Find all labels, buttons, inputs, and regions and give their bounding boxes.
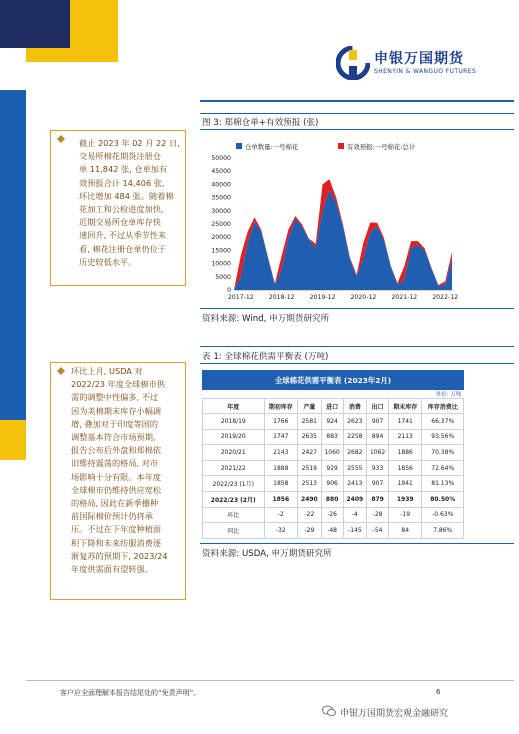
table-cell: 1747 xyxy=(264,429,297,445)
summary-line: 报告公布后外盘和郑棉依 xyxy=(71,445,162,456)
table-cell: 2635 xyxy=(298,429,322,445)
y-tick-label: 0 xyxy=(227,287,231,294)
summary-line: 前国际棉价预计仍将承 xyxy=(71,511,153,522)
summary-box-usda xyxy=(50,362,186,600)
table-cell: 933 xyxy=(367,460,389,476)
table-column-header: 期末库存 xyxy=(388,399,421,414)
table-cell: 2581 xyxy=(298,414,322,430)
summary-line: 环比上月, USDA 对 xyxy=(71,366,143,376)
table-cell: 2022/23 (1月) xyxy=(203,476,265,492)
table-cell: 2143 xyxy=(264,445,297,461)
table-cell: 2020/21 xyxy=(203,445,265,461)
legend-swatch xyxy=(236,143,242,149)
table-cell: 环比 xyxy=(203,507,265,523)
table-cell: 81.13% xyxy=(422,476,464,492)
table-cell: 2018/19 xyxy=(203,414,265,430)
table-cell: 93.56% xyxy=(422,429,464,445)
table-cell: 1766 xyxy=(264,414,297,430)
page-number: 6 xyxy=(436,688,441,696)
summary-line: 花加工和公检进度加快, xyxy=(79,204,164,215)
table-cell: 1939 xyxy=(388,491,421,507)
y-tick-label: 40000 xyxy=(211,181,231,189)
table-cell: -29 xyxy=(298,523,322,539)
table-cell: 2427 xyxy=(298,445,322,461)
table-cell: -26 xyxy=(321,507,343,523)
summary-line: 速回升, 不过从季节性来 xyxy=(79,230,167,241)
summary-line: 需的调整中性偏多, 不过 xyxy=(71,392,159,403)
series-area-receipts xyxy=(234,190,452,290)
summary-text xyxy=(71,365,183,576)
diamond-bullet-icon xyxy=(57,135,65,143)
y-tick-label: 50000 xyxy=(211,155,231,162)
y-tick-label: 20000 xyxy=(211,234,231,242)
table-cell: 1741 xyxy=(388,414,421,430)
x-tick-label: 2021-12 xyxy=(391,294,418,301)
y-tick-label: 45000 xyxy=(211,168,231,176)
cotton-balance-table xyxy=(202,370,464,539)
y-tick-label: 25000 xyxy=(211,221,231,228)
logo-text-en: SHENYIN & WANGUO FUTURES xyxy=(374,68,477,75)
table-cell: 2022/23 (2月) xyxy=(203,491,265,507)
summary-line: 调整基本符合市场预期, xyxy=(71,432,156,443)
table-row xyxy=(203,414,464,430)
summary-line: 历史较低水平。 xyxy=(79,256,137,267)
disclaimer-note: 客户应全面理解本报告结尾处的“免责声明”。 xyxy=(60,689,201,697)
x-tick-label: 2020-12 xyxy=(350,294,377,301)
summary-line: 全球棉市仍维持供应宽松 xyxy=(71,484,162,495)
table-cell: 2113 xyxy=(388,429,421,445)
table-cell: 2490 xyxy=(298,491,322,507)
summary-line: 看, 棉花注册仓单仍位于 xyxy=(79,243,167,254)
table-cell: 2682 xyxy=(343,445,367,461)
header-rule xyxy=(200,100,514,102)
table-source: 资料来源: USDA, 申万期货研究所 xyxy=(202,549,332,559)
table-cell: 880 xyxy=(321,491,343,507)
table-cell: -28 xyxy=(367,507,389,523)
table-row xyxy=(203,429,464,445)
table-cell: 80.50% xyxy=(422,491,464,507)
x-tick-label: 2019-12 xyxy=(309,294,336,301)
decorative-yellow-sidebar xyxy=(0,420,26,460)
warehouse-receipt-chart xyxy=(200,140,462,306)
table-cell: 1060 xyxy=(321,445,343,461)
table-cell: 883 xyxy=(321,429,343,445)
logo-mark-icon xyxy=(336,46,370,80)
table-row xyxy=(203,491,464,507)
table-row xyxy=(203,523,464,539)
table-cell: -0.63% xyxy=(422,507,464,523)
table-cell: 2409 xyxy=(343,491,367,507)
table-cell: 2555 xyxy=(343,460,367,476)
table-column-header: 产量 xyxy=(298,399,322,414)
summary-line: 场影响十分有限。本年度 xyxy=(71,471,162,482)
table-cell: 66.37% xyxy=(422,414,464,430)
logo-text-cn: 申银万国期货 xyxy=(374,51,464,67)
summary-line: 2022/23 年度全球棉市供 xyxy=(71,379,165,390)
watermark-text: 申银万国期货宏观金融研究 xyxy=(340,709,449,719)
table-cell: 70.38% xyxy=(422,445,464,461)
table-cell: -48 xyxy=(321,523,343,539)
table-cell: -54 xyxy=(367,523,389,539)
table-cell: 1062 xyxy=(367,445,389,461)
table-title: 表 1: 全球棉花供需平衡表 (万吨) xyxy=(202,352,329,362)
legend-label: 有效预报:一号棉花:总计 xyxy=(347,143,416,151)
table-cell: 2258 xyxy=(343,429,367,445)
summary-line: 压。不过在下年度种植面 xyxy=(71,524,162,535)
table-cell: 2413 xyxy=(343,476,367,492)
table-cell: 924 xyxy=(321,414,343,430)
summary-line: 截止 2023 年 02 月 22 日, xyxy=(79,138,180,148)
table-row xyxy=(203,507,464,523)
table-cell: -19 xyxy=(388,507,421,523)
summary-text xyxy=(79,137,183,269)
y-tick-label: 35000 xyxy=(211,194,231,202)
figure-source: 资料来源: Wind, 申万期货研究所 xyxy=(202,314,330,324)
table-cell: 907 xyxy=(367,414,389,430)
summary-line: 效预报合计 14,406 张, xyxy=(79,177,165,188)
table-cell: 2513 xyxy=(298,476,322,492)
wechat-icon xyxy=(322,705,336,717)
table-row xyxy=(203,476,464,492)
figure-bottom-rule xyxy=(200,308,514,309)
x-tick-label: 2018-12 xyxy=(268,294,295,301)
figure-title: 图 3: 郑棉仓单+有效预报 (张) xyxy=(202,118,319,128)
table-cell: 907 xyxy=(367,476,389,492)
table-column-header: 期初库存 xyxy=(264,399,297,414)
y-tick-label: 30000 xyxy=(211,207,231,215)
decorative-blue-sidebar xyxy=(0,90,26,420)
summary-line: 增, 叠加对于印度等国的 xyxy=(71,418,159,429)
table-title-rule xyxy=(200,363,514,364)
y-tick-label: 5000 xyxy=(215,273,231,281)
table-cell: -2 xyxy=(264,507,297,523)
diamond-bullet-icon xyxy=(57,367,65,375)
table-cell: 879 xyxy=(367,491,389,507)
table-cell: 894 xyxy=(367,429,389,445)
table-cell: 同比 xyxy=(203,523,265,539)
summary-line: 渐复苏的预期下, 2023/24 xyxy=(71,550,168,561)
summary-line: 近期交易所仓单库存快 xyxy=(79,217,161,228)
figure-top-rule xyxy=(200,113,514,114)
table-cell: -22 xyxy=(298,507,322,523)
table-column-header: 进口 xyxy=(321,399,343,414)
table-row xyxy=(203,445,464,461)
table-cell: 1856 xyxy=(264,491,297,507)
table-cell: 1941 xyxy=(388,476,421,492)
table-cell: 2019/20 xyxy=(203,429,265,445)
summary-line: 年度供需面有望转强。 xyxy=(71,564,153,575)
table-bottom-rule xyxy=(200,543,514,544)
table-row xyxy=(203,460,464,476)
table-cell: 2021/22 xyxy=(203,460,265,476)
company-logo xyxy=(336,46,506,80)
summary-line: 旧维持震荡的格局, 对市 xyxy=(71,458,159,469)
table-cell: 1858 xyxy=(264,476,297,492)
table-inner-title: 全球棉花供需平衡表 (2023年2月) xyxy=(203,371,464,390)
summary-line: 积下降和未来纺服消费逐 xyxy=(71,537,162,548)
table-cell: 1888 xyxy=(264,460,297,476)
summary-line: 环比增加 484 张。随着棉 xyxy=(79,190,174,201)
table-cell: -4 xyxy=(343,507,367,523)
summary-box-warehouse xyxy=(50,130,186,286)
table-cell: 2623 xyxy=(343,414,367,430)
table-column-header: 消费 xyxy=(343,399,367,414)
table-cell: 906 xyxy=(321,476,343,492)
footer-rule xyxy=(26,680,514,681)
table-cell: 1856 xyxy=(388,460,421,476)
table-column-header: 库存消费比 xyxy=(422,399,464,414)
table-top-rule xyxy=(200,346,514,347)
decorative-navy-block xyxy=(0,0,70,48)
table-cell: 7.86% xyxy=(422,523,464,539)
legend-swatch xyxy=(338,143,344,149)
table-column-header: 年度 xyxy=(203,399,265,414)
table-column-header: 出口 xyxy=(367,399,389,414)
table-cell: 929 xyxy=(321,460,343,476)
figure-title-rule xyxy=(200,129,514,130)
legend-label: 仓单数量:一号棉花 xyxy=(245,143,299,151)
summary-line: 交易所棉花期货注册仓 xyxy=(79,151,161,162)
x-tick-label: 2022-12 xyxy=(432,294,459,301)
summary-line: 的格局, 因此在新季播种 xyxy=(71,498,159,509)
y-tick-label: 10000 xyxy=(211,260,231,268)
table-cell: 84 xyxy=(388,523,421,539)
summary-line: 单 11,842 张, 仓单加有 xyxy=(79,164,168,175)
y-tick-label: 15000 xyxy=(211,247,231,255)
table-cell: -145 xyxy=(343,523,367,539)
table-cell: 2519 xyxy=(298,460,322,476)
table-cell: -32 xyxy=(264,523,297,539)
summary-line: 因为美棉期末库存小幅调 xyxy=(71,405,162,416)
x-tick-label: 2017-12 xyxy=(227,294,254,301)
table-cell: 72.64% xyxy=(422,460,464,476)
table-unit: 单位: 万吨 xyxy=(435,392,462,398)
table-cell: 1886 xyxy=(388,445,421,461)
